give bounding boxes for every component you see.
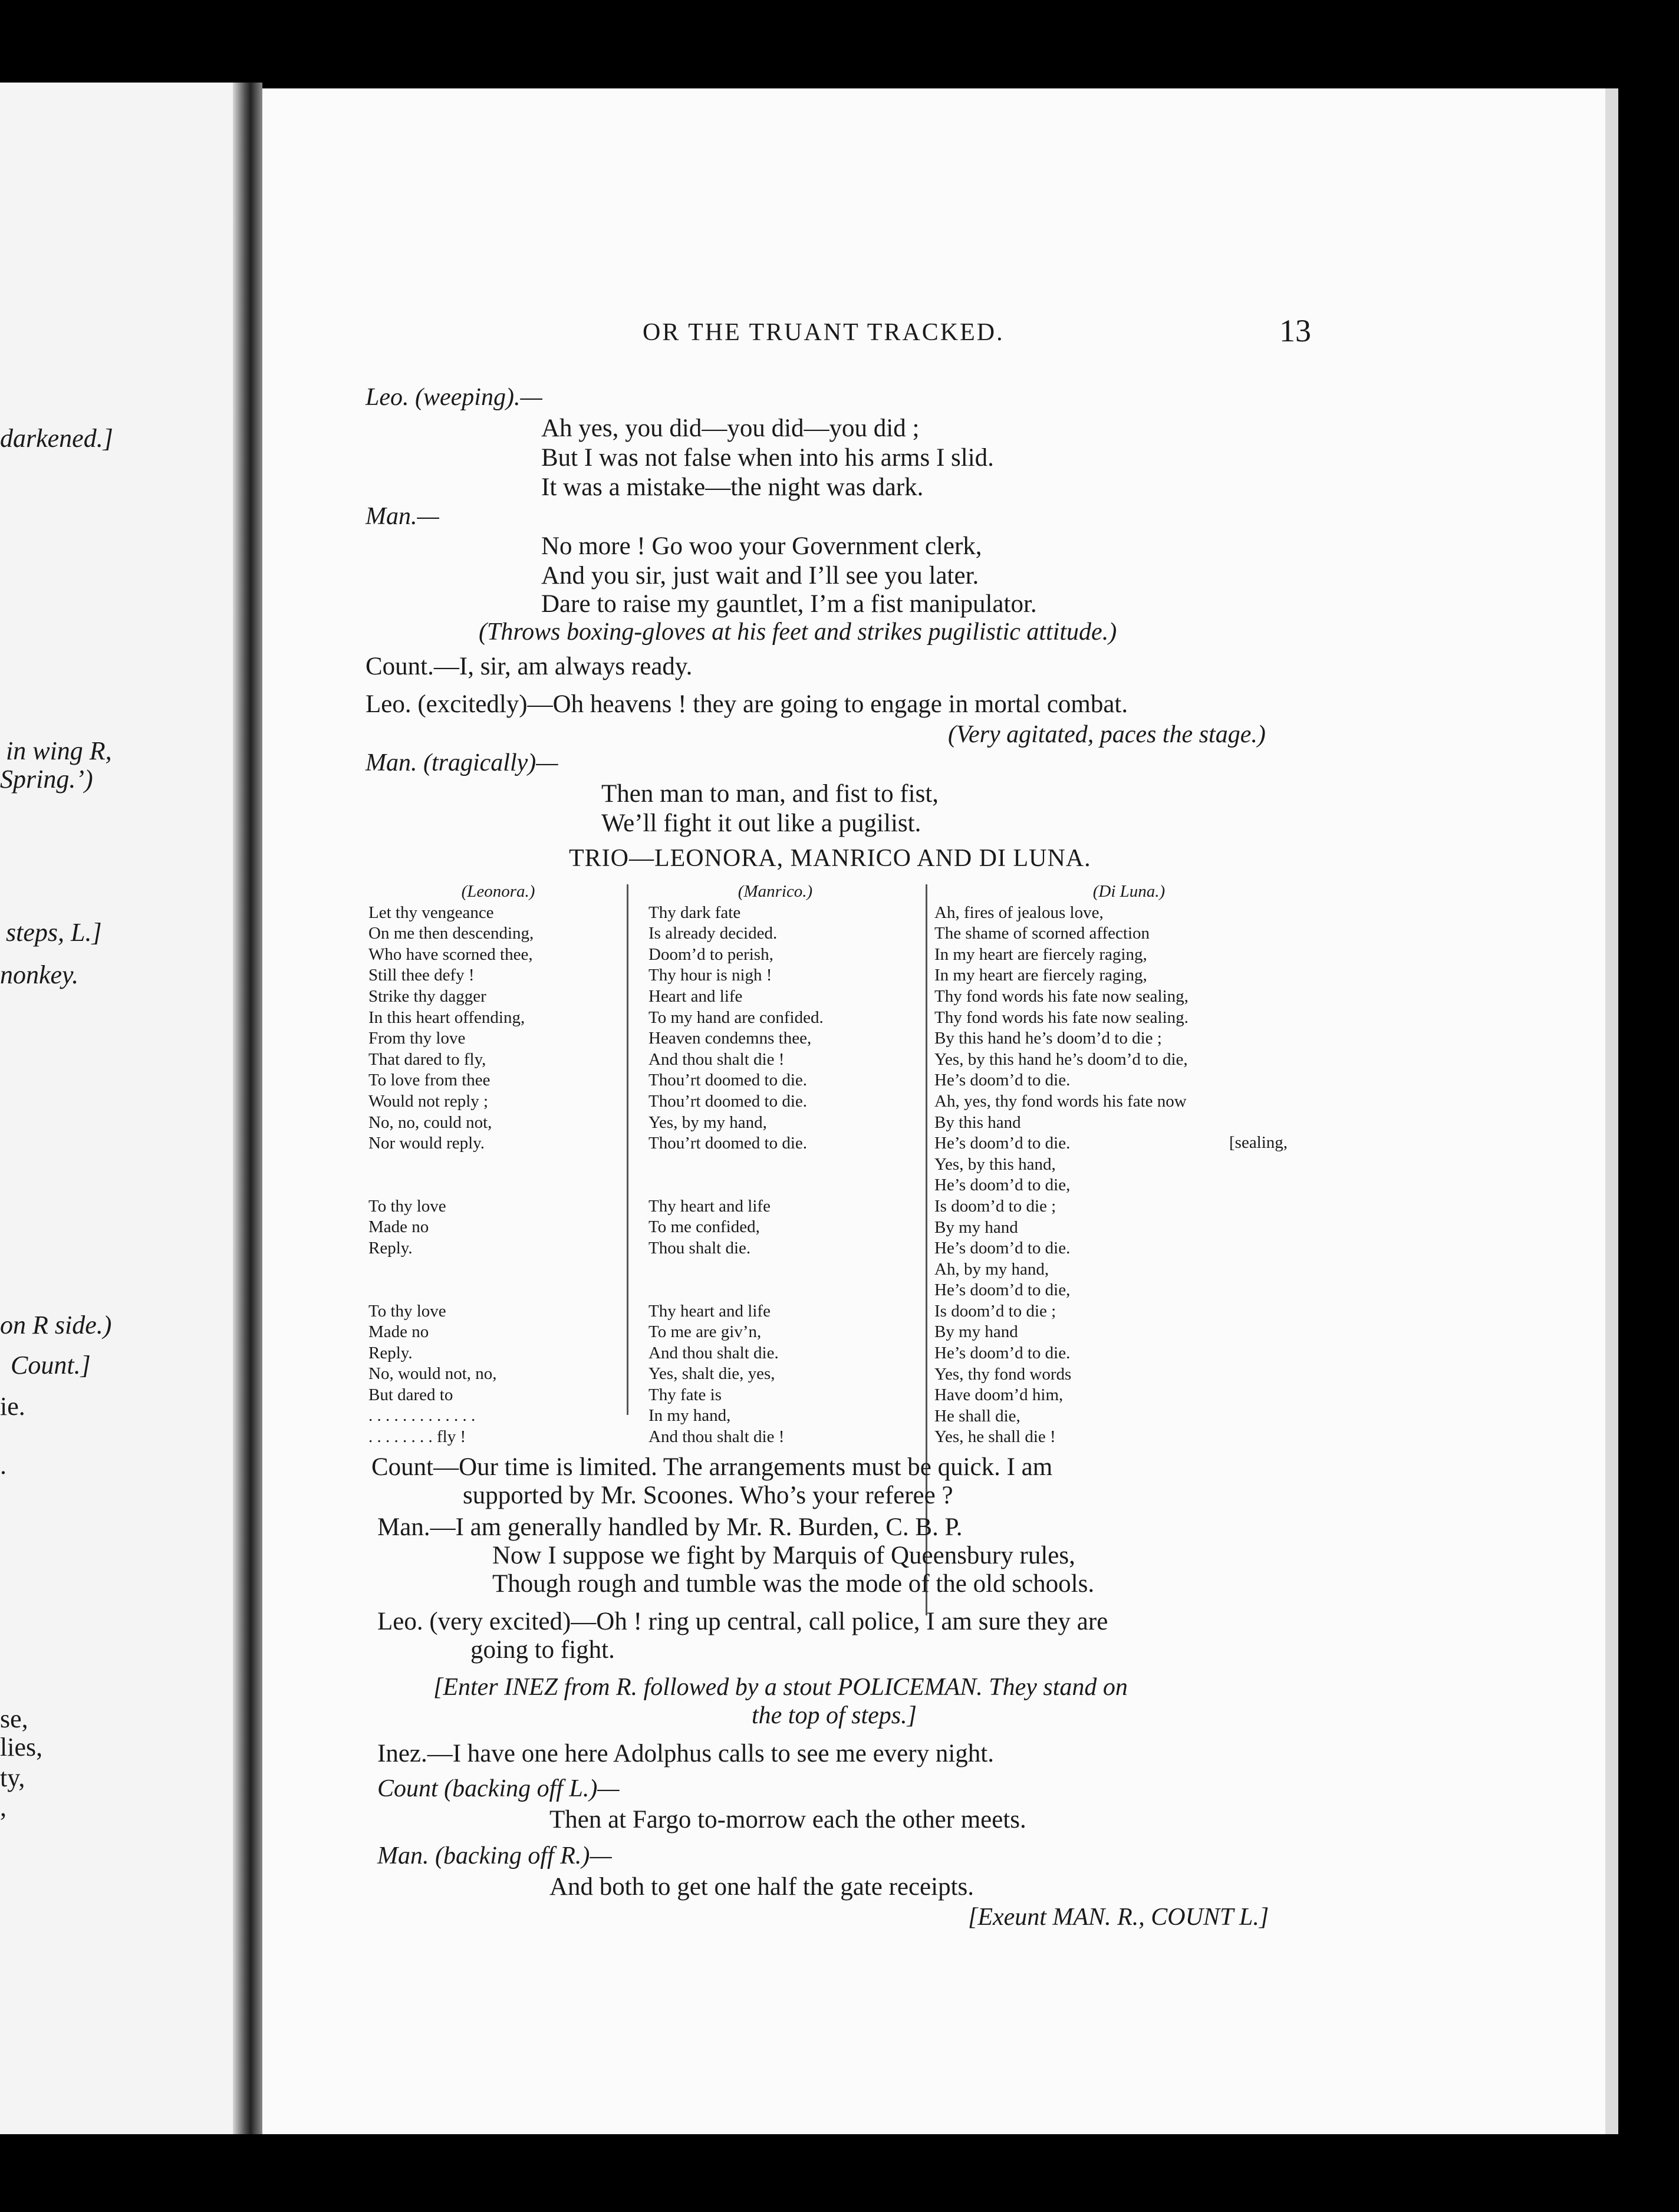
speaker-line: Count—Our time is limited. The arrangements must be quick. I am (371, 1453, 1053, 1481)
speaker-line: Man. (backing off R.)— (377, 1842, 612, 1869)
lyric-line: Ah, yes, thy fond words his fate now (934, 1091, 1187, 1111)
di-luna-lines (934, 903, 1324, 1448)
lyric-line: By my hand (934, 1322, 1018, 1342)
lyric-line: Strike thy dagger (368, 986, 486, 1006)
left-fragment: on R side.) (0, 1311, 112, 1339)
lyric-line: . . . . . . . . . . . . . (368, 1406, 476, 1426)
verse-line: But I was not false when into his arms I slid. (541, 444, 994, 472)
lyric-line: To me confided, (648, 1217, 760, 1237)
speaker-line: Man. (tragically)— (366, 749, 558, 776)
lyric-line: Thou’rt doomed to die. (648, 1071, 808, 1090)
verse-line: And both to get one half the gate receipts. (549, 1873, 975, 1901)
lyric-line: By this hand (934, 1112, 1021, 1132)
left-fragment: se, (0, 1704, 28, 1733)
lyric-line: Thy fond words his fate now sealing, (934, 986, 1189, 1006)
verse-line: Now I suppose we fight by Marquis of Queensbury rules, (492, 1542, 1075, 1569)
left-fragment: in wing R, (6, 736, 112, 765)
lyric-line: Doom’d to perish, (648, 944, 773, 964)
lyric-line: And thou shalt die. (648, 1343, 779, 1362)
trio-title: TRIO—LEONORA, MANRICO AND DI LUNA. (569, 845, 1091, 872)
left-fragment: darkened.] (0, 424, 113, 453)
lyric-line: To my hand are confided. (648, 1008, 824, 1027)
lyric-line: Would not reply ; (368, 1091, 489, 1111)
lyric-line: Made no (368, 1217, 429, 1237)
lyric-line: To thy love (368, 1301, 446, 1321)
lyric-line: In this heart offending, (368, 1008, 525, 1027)
lyric-line: Thy fond words his fate now sealing. (934, 1008, 1189, 1027)
lyric-line: Heaven condemns thee, (648, 1029, 812, 1048)
lyric-line: Is already decided. (648, 924, 778, 943)
lyric-line: Yes, by this hand he’s doom’d to die, (934, 1049, 1188, 1069)
lyric-line: Yes, by this hand, (934, 1154, 1056, 1174)
lyric-line: Who have scorned thee, (368, 944, 533, 964)
lyric-line: Thy fate is (648, 1385, 722, 1404)
running-head: OR THE TRUANT TRACKED. (643, 319, 1005, 346)
verse-line: It was a mistake—the night was dark. (541, 473, 924, 501)
speaker-line: Man.— (366, 503, 439, 530)
lyric-line: In my hand, (648, 1406, 731, 1426)
verse-line: Ah yes, you did—you did—you did ; (541, 414, 920, 442)
left-fragment: steps, L.] (6, 918, 102, 947)
lyric-line: He’s doom’d to die. (934, 1134, 1071, 1153)
leonora-column (368, 881, 628, 1448)
verse-line: Dare to raise my gauntlet, I’m a fist manipulator. (541, 590, 1037, 618)
speaker-line: Leo. (very excited)—Oh ! ring up central, call police, I am sure they are (377, 1608, 1108, 1635)
lyric-line: To love from thee (368, 1071, 490, 1090)
lyric-line: He’s doom’d to die. (934, 1071, 1071, 1090)
lyric-line: From thy love (368, 1029, 466, 1048)
lyric-line: Heart and life (648, 986, 743, 1006)
speaker-line: Leo. (excitedly)—Oh heavens ! they are going to engage in mortal combat. (366, 690, 1128, 718)
speaker-line: Count.—I, sir, am always ready. (366, 653, 693, 680)
lyric-line: Yes, by my hand, (648, 1112, 767, 1132)
lyric-line: And thou shalt die ! (648, 1427, 785, 1447)
left-fragment: . (0, 1451, 6, 1480)
lyric-line: On me then descending, (368, 924, 534, 943)
stage-direction: (Throws boxing-gloves at his feet and strikes pugilistic attitude.) (479, 618, 1117, 646)
lyric-line: Have doom’d him, (934, 1385, 1064, 1405)
left-fragment: Spring.’) (0, 765, 93, 794)
lyric-line: Thy heart and life (648, 1301, 771, 1321)
lyric-line: But dared to (368, 1385, 453, 1404)
leonora-part-1 (368, 903, 628, 1154)
left-fragment: Count.] (11, 1351, 91, 1380)
lyric-line: Reply. (368, 1238, 413, 1258)
speaker-line: Count (backing off L.)— (377, 1775, 620, 1802)
overflow-word: [sealing, (1229, 1133, 1288, 1152)
book-gutter (233, 83, 262, 2134)
lyric-line: To me are giv’n, (648, 1322, 762, 1342)
verse-line: No more ! Go woo your Government clerk, (541, 532, 982, 560)
lyric-line: He’s doom’d to die, (934, 1176, 1071, 1195)
column-heading: (Leonora.) (461, 882, 535, 901)
lyric-line: Is doom’d to die ; (934, 1196, 1056, 1216)
verse-line: We’ll fight it out like a pugilist. (601, 809, 921, 837)
stage-direction: [Enter INEZ from R. followed by a stout POLICEMAN. They stand on (433, 1674, 1128, 1701)
column-heading: (Di Luna.) (1092, 882, 1166, 901)
lyric-line: Ah, by my hand, (934, 1259, 1049, 1279)
lyric-line: In my heart are fiercely raging, (934, 944, 1147, 964)
lyric-line: He’s doom’d to die. (934, 1239, 1071, 1258)
lyric-line: He’s doom’d to die, (934, 1281, 1071, 1300)
lyric-line: He shall die, (934, 1406, 1020, 1426)
lyric-line: By this hand he’s doom’d to die ; (934, 1029, 1162, 1048)
verse-line: Though rough and tumble was the mode of the old schools. (492, 1570, 1095, 1598)
stage-direction: [Exeunt MAN. R., COUNT L.] (968, 1904, 1269, 1931)
lyric-line: Thy dark fate (648, 903, 741, 922)
speaker-line: Man.—I am generally handled by Mr. R. Burden, C. B. P. (377, 1513, 963, 1541)
left-fragment: ie. (0, 1392, 25, 1421)
lyric-line: Made no (368, 1322, 429, 1342)
leonora-part-2 (368, 1196, 628, 1259)
lyric-line: Yes, shalt die, yes, (648, 1364, 775, 1384)
lyric-line: The shame of scorned affection (934, 924, 1150, 943)
verse-line: Then man to man, and fist to fist, (601, 780, 939, 808)
lyric-line: Ah, fires of jealous love, (934, 903, 1104, 922)
lyric-line: He’s doom’d to die. (934, 1344, 1071, 1363)
speaker-line: Inez.—I have one here Adolphus calls to see me every night. (377, 1740, 994, 1767)
lyric-line: Yes, he shall die ! (934, 1427, 1056, 1447)
lyric-line: Let thy vengeance (368, 903, 494, 922)
stage-direction: the top of steps.] (752, 1702, 917, 1729)
lyric-line: Thy heart and life (648, 1196, 771, 1216)
manrico-part-3 (648, 1301, 902, 1448)
lyric-line: By my hand (934, 1217, 1018, 1237)
lyric-line: Still thee defy ! (368, 966, 475, 985)
lyric-line: Nor would reply. (368, 1134, 485, 1153)
speaker-line: Leo. (weeping).— (366, 384, 542, 411)
lyric-line: No, would not, no, (368, 1364, 497, 1384)
page-number: 13 (1279, 313, 1311, 348)
lyric-line: To thy love (368, 1196, 446, 1216)
left-fragment: , (0, 1793, 6, 1822)
page-edge (1605, 88, 1618, 2134)
left-fragment: lies, (0, 1733, 43, 1762)
lyric-line: Thou’rt doomed to die. (648, 1091, 808, 1111)
verse-line: Then at Fargo to-morrow each the other meets. (549, 1806, 1026, 1834)
lyric-line: Thy hour is nigh ! (648, 966, 772, 985)
left-fragment: nonkey. (0, 960, 79, 989)
lyric-line: Thou shalt die. (648, 1238, 751, 1258)
lyric-line: . . . . . . . . fly ! (368, 1427, 466, 1447)
lyric-line: That dared to fly, (368, 1049, 486, 1069)
lyric-line: No, no, could not, (368, 1112, 492, 1132)
lyric-line: Reply. (368, 1343, 413, 1362)
left-page-edge (0, 83, 233, 2134)
lyric-line: Thou’rt doomed to die. (648, 1134, 808, 1153)
left-fragment: ty, (0, 1763, 25, 1792)
verse-line: supported by Mr. Scoones. Who’s your referee ? (463, 1482, 953, 1509)
verse-line: going to fight. (470, 1636, 615, 1664)
manrico-part-2 (648, 1196, 902, 1259)
column-heading: (Manrico.) (738, 882, 813, 901)
verse-line: And you sir, just wait and I’ll see you later. (541, 562, 979, 590)
stage-direction: (Very agitated, paces the stage.) (948, 721, 1266, 748)
lyric-line: And thou shalt die ! (648, 1049, 785, 1069)
lyric-line: Yes, thy fond words (934, 1364, 1072, 1384)
lyric-line: In my heart are fiercely raging, (934, 966, 1147, 985)
di-luna-column (934, 881, 1324, 1448)
manrico-column (648, 881, 902, 1448)
leonora-part-3 (368, 1301, 628, 1448)
manrico-part-1 (648, 903, 902, 1154)
lyric-line: Is doom’d to die ; (934, 1301, 1056, 1321)
